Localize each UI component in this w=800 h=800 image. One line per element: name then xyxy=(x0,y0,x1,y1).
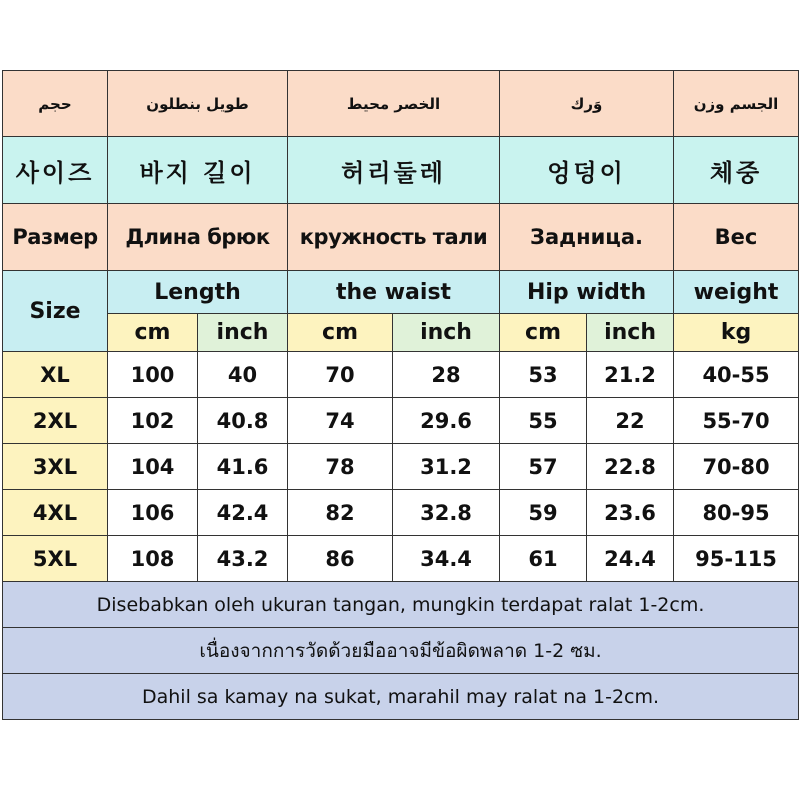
length-inch: 41.6 xyxy=(198,444,288,490)
unit-waist-cm: cm xyxy=(288,314,393,352)
unit-length-inch: inch xyxy=(198,314,288,352)
english-header-row xyxy=(3,271,799,314)
header-en-weight: weight xyxy=(674,271,799,314)
hip-inch: 22 xyxy=(587,398,674,444)
note-text: Disebabkan oleh ukuran tangan, mungkin terdapat ralat 1-2cm. xyxy=(3,582,799,628)
length-cm: 106 xyxy=(108,490,198,536)
unit-weight-kg: kg xyxy=(674,314,799,352)
hip-inch: 21.2 xyxy=(587,352,674,398)
header-en-waist: the waist xyxy=(288,271,500,314)
length-inch: 40 xyxy=(198,352,288,398)
waist-cm: 86 xyxy=(288,536,393,582)
korean-header-row xyxy=(3,137,799,204)
hip-inch: 23.6 xyxy=(587,490,674,536)
table-row xyxy=(3,352,799,398)
size-label: 3XL xyxy=(3,444,108,490)
header-ko-size: 사이즈 xyxy=(3,137,108,204)
note-row-thai xyxy=(3,628,799,674)
note-row-filipino xyxy=(3,674,799,720)
header-ru-hip: Задница. xyxy=(500,204,674,271)
hip-cm: 59 xyxy=(500,490,587,536)
header-en-size: Size xyxy=(3,271,108,352)
weight-kg: 80-95 xyxy=(674,490,799,536)
waist-cm: 74 xyxy=(288,398,393,444)
size-label: 2XL xyxy=(3,398,108,444)
size-label: XL xyxy=(3,352,108,398)
waist-inch: 28 xyxy=(393,352,500,398)
header-ar-hip: وَرك xyxy=(500,71,674,137)
weight-kg: 70-80 xyxy=(674,444,799,490)
table-row xyxy=(3,444,799,490)
table-row xyxy=(3,536,799,582)
table-row xyxy=(3,398,799,444)
length-cm: 104 xyxy=(108,444,198,490)
header-en-hip: Hip width xyxy=(500,271,674,314)
header-ko-hip: 엉덩이 xyxy=(500,137,674,204)
hip-cm: 55 xyxy=(500,398,587,444)
unit-hip-cm: cm xyxy=(500,314,587,352)
length-inch: 43.2 xyxy=(198,536,288,582)
weight-kg: 95-115 xyxy=(674,536,799,582)
unit-header-row xyxy=(3,314,799,352)
unit-hip-inch: inch xyxy=(587,314,674,352)
length-inch: 40.8 xyxy=(198,398,288,444)
header-ko-length: 바지 길이 xyxy=(108,137,288,204)
waist-inch: 34.4 xyxy=(393,536,500,582)
header-ar-size: حجم xyxy=(3,71,108,137)
header-ar-waist: الخصر محيط xyxy=(288,71,500,137)
size-label: 4XL xyxy=(3,490,108,536)
hip-cm: 53 xyxy=(500,352,587,398)
weight-kg: 55-70 xyxy=(674,398,799,444)
length-cm: 102 xyxy=(108,398,198,444)
length-cm: 100 xyxy=(108,352,198,398)
unit-length-cm: cm xyxy=(108,314,198,352)
length-inch: 42.4 xyxy=(198,490,288,536)
hip-inch: 22.8 xyxy=(587,444,674,490)
hip-inch: 24.4 xyxy=(587,536,674,582)
waist-cm: 78 xyxy=(288,444,393,490)
size-label: 5XL xyxy=(3,536,108,582)
header-ru-waist: кружность тали xyxy=(288,204,500,271)
waist-inch: 31.2 xyxy=(393,444,500,490)
note-text: เนื่องจากการวัดด้วยมืออาจมีข้อผิดพลาด 1-2 ซม. xyxy=(3,628,799,674)
arabic-header-row xyxy=(3,71,799,137)
header-ru-length: Длина брюк xyxy=(108,204,288,271)
header-ko-waist: 허리둘레 xyxy=(288,137,500,204)
size-chart-table xyxy=(2,70,799,720)
hip-cm: 57 xyxy=(500,444,587,490)
table-row xyxy=(3,490,799,536)
header-ru-size: Размер xyxy=(3,204,108,271)
waist-cm: 70 xyxy=(288,352,393,398)
header-ko-weight: 체중 xyxy=(674,137,799,204)
weight-kg: 40-55 xyxy=(674,352,799,398)
note-row-malay xyxy=(3,582,799,628)
unit-waist-inch: inch xyxy=(393,314,500,352)
header-en-length: Length xyxy=(108,271,288,314)
note-text: Dahil sa kamay na sukat, marahil may ralat na 1-2cm. xyxy=(3,674,799,720)
hip-cm: 61 xyxy=(500,536,587,582)
header-ar-weight: الجسم وزن xyxy=(674,71,799,137)
header-ru-weight: Вес xyxy=(674,204,799,271)
header-ar-length: طويل بنطلون xyxy=(108,71,288,137)
waist-cm: 82 xyxy=(288,490,393,536)
length-cm: 108 xyxy=(108,536,198,582)
russian-header-row xyxy=(3,204,799,271)
waist-inch: 32.8 xyxy=(393,490,500,536)
waist-inch: 29.6 xyxy=(393,398,500,444)
